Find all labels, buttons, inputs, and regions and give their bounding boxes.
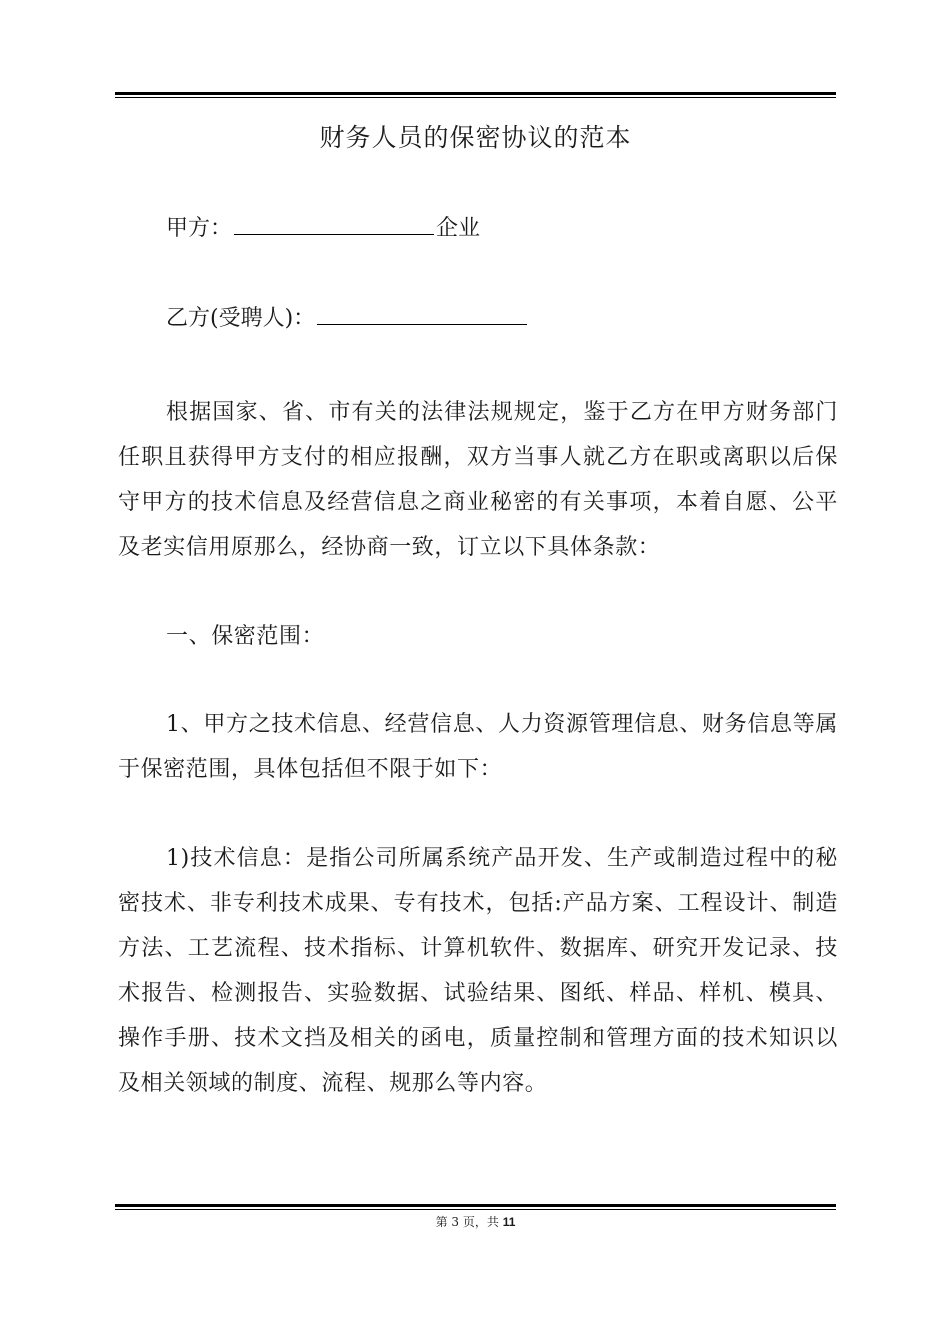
page-footer	[115, 1212, 836, 1232]
document-title: 财务人员的保密协议的范本	[319, 123, 632, 152]
party-b-blank	[317, 302, 527, 325]
page-number-text: 第 3 页，共	[435, 1215, 503, 1229]
body-paragraph-preamble: 根据国家、省、市有关的法律法规规定，鉴于乙方在甲方财务部门任职且获得甲方支付的相应报酬，双方当事人就乙方在职或离职以后保守甲方的技术信息及经营信息之商业秘密的有关事项，本着自愿、公平及老实信用原那么，经协商一致，订立以下具体条款：	[118, 400, 838, 560]
footer-rule-thin	[115, 1209, 836, 1210]
body-paragraph-technical-info: 1)技术信息：是指公司所属系统产品开发、生产或制造过程中的秘密技术、非专利技术成果、专有技术，包括:产品方案、工程设计、制造方法、工艺流程、技术指标、计算机软件、数据库、研究开发记录、技术报告、检测报告、实验数据、试验结果、图纸、样品、样机、模具、操作手册、技术文挡及相关的函电，质量控制和管理方面的技术知识以及相关领域的制度、流程、规那么等内容。	[118, 846, 838, 1096]
footer-rule-thick	[115, 1204, 836, 1207]
page-total: 11	[502, 1215, 516, 1229]
party-a-label: 甲方：	[166, 216, 233, 241]
header-rule-thick	[115, 92, 836, 95]
header-rule-thin	[115, 97, 836, 98]
party-b-line	[166, 302, 529, 335]
party-b-label: 乙方(受聘人)：	[166, 306, 316, 331]
party-a-line	[166, 212, 480, 245]
party-a-suffix: 企业	[436, 216, 481, 241]
party-a-blank	[234, 212, 434, 235]
section-heading-confidentiality-scope: 一、保密范围：	[166, 624, 325, 649]
body-paragraph-item-1: 1、甲方之技术信息、经营信息、人力资源管理信息、财务信息等属于保密范围，具体包括但不限于如下：	[118, 712, 838, 782]
